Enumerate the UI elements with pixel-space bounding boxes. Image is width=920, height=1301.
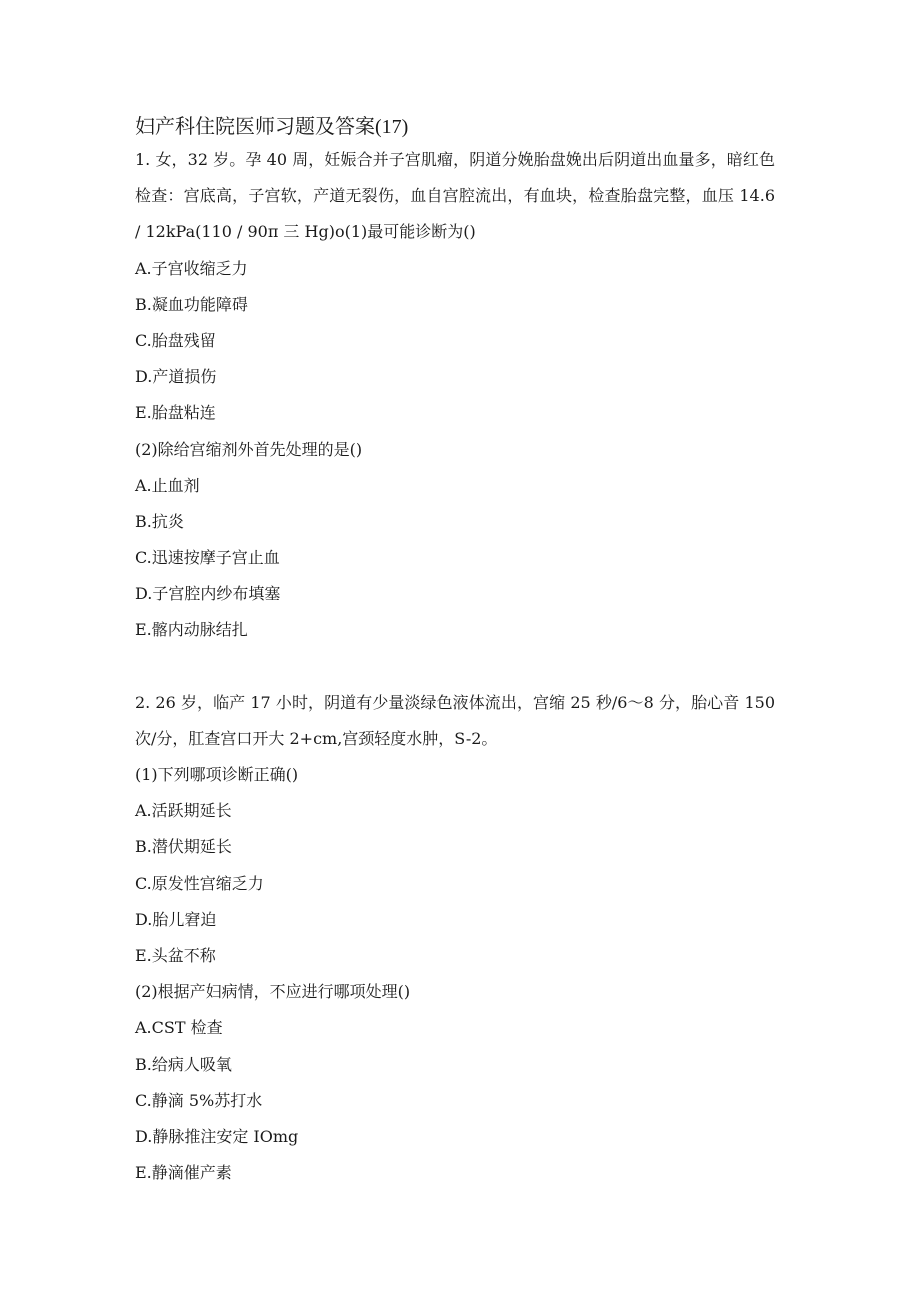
question-spacer (135, 649, 775, 685)
question-1 (135, 142, 775, 649)
document-title: 妇产科住院医师习题及答案(17) (135, 116, 409, 138)
q2-1-option-b: B.潜伏期延长 (135, 837, 232, 857)
q2-2-option-b: B.给病人吸氧 (135, 1054, 232, 1074)
q2-2-option-d: D.静脉推注安定 IOmg (135, 1126, 299, 1146)
question-2 (135, 685, 775, 1192)
q2-1-option-a: A.活跃期延长 (135, 801, 232, 821)
question-2-sub-2: (2)根据产妇病情，不应进行哪项处理() (135, 982, 411, 1002)
q1-2-option-e: E.髂内动脉结扎 (135, 620, 248, 640)
question-2-stem: 2. 26 岁，临产 17 小时，阴道有少量淡绿色液体流出，宫缩 25 秒/6～8 分，胎心音 150 次/分，肛查宫口开大 2+cm,宫颈轻度水肿，S-2。 (135, 692, 775, 748)
q1-2-option-a: A.止血剂 (135, 475, 200, 495)
q1-1-option-c: C.胎盘残留 (135, 330, 216, 350)
q2-2-option-a: A.CST 检查 (135, 1018, 223, 1038)
q1-1-option-b: B.凝血功能障碍 (135, 294, 248, 314)
question-1-stem: 1. 女，32 岁。孕 40 周，妊娠合并子宫肌瘤，阴道分娩胎盘娩出后阴道出血量多，暗红色检查：宫底高，子宫软，产道无裂伤，血自宫腔流出，有血块，检查胎盘完整，血压 14.6 / 12kPa(110 / 90π 三 Hg)o(1)最可能诊断为() (135, 150, 775, 242)
question-2-sub-1: (1)下列哪项诊断正确() (135, 765, 299, 785)
q2-2-option-e: E.静滴催产素 (135, 1163, 232, 1183)
q1-1-option-e: E.胎盘粘连 (135, 403, 216, 423)
q1-1-option-d: D.产道损伤 (135, 367, 217, 387)
q1-1-option-a: A.子宫收缩乏力 (135, 258, 248, 278)
q2-1-option-d: D.胎儿窘迫 (135, 909, 217, 929)
q1-2-option-b: B.抗炎 (135, 511, 184, 531)
question-1-sub-2: (2)除给宫缩剂外首先处理的是() (135, 439, 363, 459)
q1-2-option-d: D.子宫腔内纱布填塞 (135, 584, 281, 604)
q2-1-option-e: E.头盆不称 (135, 946, 216, 966)
q2-1-option-c: C.原发性宫缩乏力 (135, 873, 264, 893)
q2-2-option-c: C.静滴 5%苏打水 (135, 1090, 263, 1110)
q1-2-option-c: C.迅速按摩子宫止血 (135, 548, 280, 568)
document-content (135, 112, 775, 1191)
